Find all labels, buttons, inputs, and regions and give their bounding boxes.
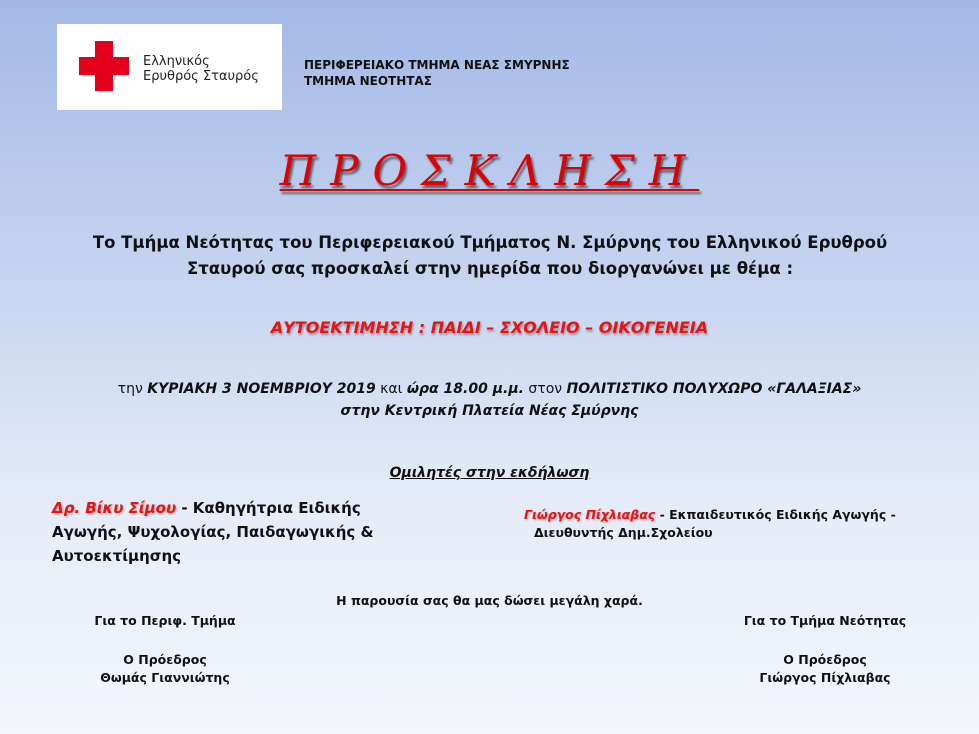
closing-message: Η παρουσία σας θα μας δώσει μεγάλη χαρά. — [336, 593, 643, 608]
speaker-2-role-2: Διευθυντής Δημ.Σχολείου — [534, 525, 713, 540]
event-theme: ΑΥΤΟΕΚΤΙΜΗΣΗ : ΠΑΙΔΙ – ΣΧΟΛΕΙΟ – ΟΙΚΟΓΕΝΕΙΑ — [270, 318, 709, 337]
when-at: στον — [523, 381, 567, 397]
speakers-heading: Ομιλητές στην εκδήλωση — [389, 465, 590, 481]
event-place-line — [0, 400, 979, 422]
event-place: στην Κεντρική Πλατεία Νέας Σμύρνης — [340, 403, 639, 419]
red-cross-logo — [57, 24, 282, 110]
speaker-1 — [52, 496, 402, 568]
event-venue: ΠΟΛΙΤΙΣΤΙΚΟ ΠΟΛΥΧΩΡΟ «ΓΑΛΑΞΙΑΣ» — [566, 381, 862, 397]
org-line-1: ΠΕΡΙΦΕΡΕΙΑΚΟ ΤΜΗΜΑ ΝΕΑΣ ΣΜΥΡΝΗΣ — [304, 58, 570, 72]
speaker-2-name: Γιώργος Πίχλιαβας — [524, 507, 656, 522]
speaker-1-name: Δρ. Βίκυ Σίμου — [52, 499, 177, 517]
sig-right-line-1: Για το Τμήμα Νεότητας — [743, 613, 907, 628]
event-datetime-line — [0, 378, 979, 400]
sig-left-line-2: Ο Πρόεδρος — [123, 652, 207, 667]
organization-header — [304, 57, 570, 89]
sig-right-line-3: Γιώργος Πίχλιαβας — [759, 670, 891, 685]
intro-line-1: Το Τμήμα Νεότητας του Περιφερειακού Τμήματος Ν. Σμύρνης του Ελληνικού Ερυθρού — [92, 233, 888, 252]
when-and: και — [375, 381, 407, 397]
event-time: ώρα 18.00 μ.μ. — [406, 381, 524, 397]
intro-line-2: Σταυρού σας προσκαλεί στην ημερίδα που διοργανώνει με θέμα : — [186, 259, 794, 278]
logo-line-2: Ερυθρός Σταυρός — [143, 69, 259, 84]
signature-left — [70, 612, 260, 687]
invitation-title: ΠΡΟΣΚΛΗΣΗ — [279, 146, 700, 195]
sig-right-line-2: Ο Πρόεδρος — [783, 652, 867, 667]
sig-left-line-1: Για το Περιφ. Τμήμα — [94, 613, 236, 628]
logo-text — [143, 54, 259, 84]
event-details — [0, 378, 979, 422]
signature-right — [735, 612, 915, 687]
speaker-2 — [524, 506, 974, 542]
event-date: ΚΥΡΙΑΚΗ 3 ΝΟΕΜΒΡΙΟΥ 2019 — [147, 381, 376, 397]
logo-line-1: Ελληνικός — [143, 54, 210, 69]
speaker-2-role-1: - Εκπαιδευτικός Ειδικής Αγωγής - — [655, 507, 896, 522]
speaker-1-role: - Καθηγήτρια Ειδικής Αγωγής, Ψυχολογίας, Παιδαγωγικής & Αυτοεκτίμησης — [52, 499, 374, 565]
red-cross-icon — [79, 41, 129, 91]
sig-left-line-3: Θωμάς Γιαννιώτης — [100, 670, 230, 685]
when-prefix: την — [117, 381, 148, 397]
intro-paragraph — [30, 230, 950, 282]
org-line-2: ΤΜΗΜΑ ΝΕΟΤΗΤΑΣ — [304, 74, 432, 88]
